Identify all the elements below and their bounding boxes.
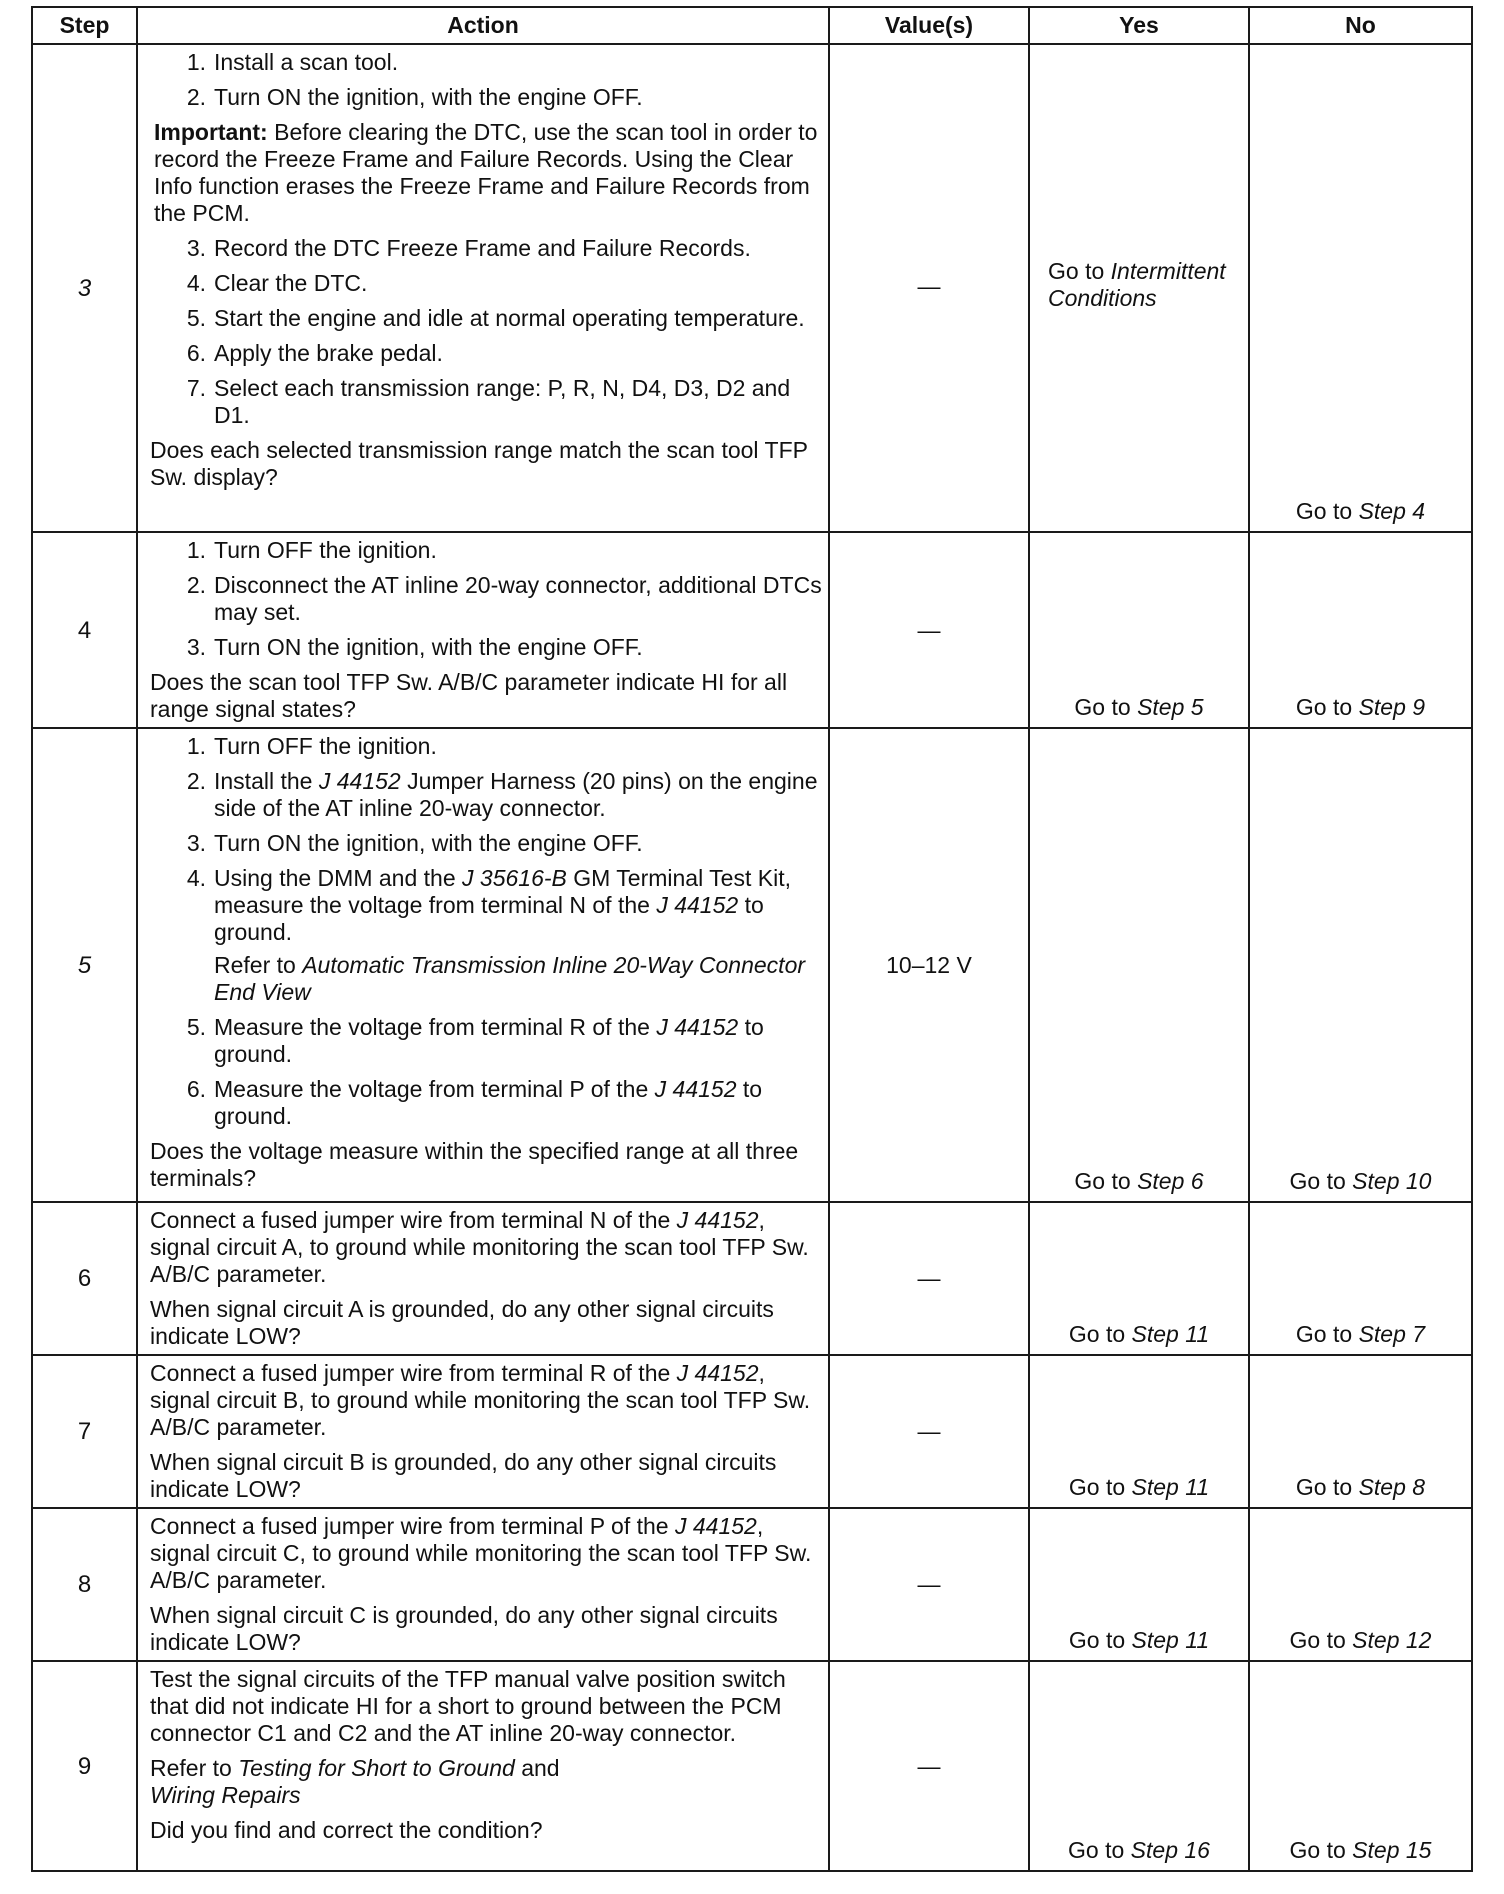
yes-reference: Step 16 (1130, 1837, 1210, 1863)
table-row (32, 532, 1472, 728)
no-cell: Go to Step 9 (1249, 532, 1472, 728)
step-number: 6 (32, 1202, 137, 1355)
value-cell: 10–12 V (829, 728, 1029, 1202)
yes-cell: Go to Intermittent Conditions (1029, 44, 1249, 532)
value-cell: — (829, 1355, 1029, 1508)
yes-reference: Step 11 (1131, 1321, 1210, 1347)
table-row (32, 728, 1472, 1202)
step-number: 5 (32, 728, 137, 1202)
table-row (32, 1661, 1472, 1871)
reference-link: Wiring Repairs (150, 1782, 301, 1808)
no-cell: Go to Step 15 (1249, 1661, 1472, 1871)
yes-reference: Step 11 (1131, 1474, 1210, 1500)
list-item: 1. Turn OFF the ignition. (186, 733, 437, 759)
header-values: Value(s) (829, 7, 1029, 44)
step-number: 3 (32, 44, 137, 532)
step-number: 7 (32, 1355, 137, 1508)
question: Did you find and correct the condition? (150, 1817, 543, 1843)
no-cell: Go to Step 12 (1249, 1508, 1472, 1661)
step-number: 4 (32, 532, 137, 728)
refer-note: Refer to Testing for Short to Ground and Wiring Repairs (150, 1755, 560, 1808)
no-reference: Step 9 (1358, 694, 1426, 720)
reference-link: Automatic Transmission Inline 20-Way Connector End View (214, 952, 806, 1005)
yes-cell: Go to Step 11 (1029, 1355, 1249, 1508)
list-item: 4. Using the DMM and the J 35616-B GM Terminal Test Kit, measure the voltage from terminal N of the J 44152 to ground. (186, 865, 791, 945)
question: When signal circuit A is grounded, do any other signal circuits indicate LOW? (150, 1296, 774, 1349)
value-cell: — (829, 532, 1029, 728)
action-cell (137, 44, 829, 532)
header-no: No (1249, 7, 1472, 44)
list-item: 6. Apply the brake pedal. (186, 340, 443, 366)
no-reference: Step 15 (1352, 1837, 1432, 1863)
list-item: 3. Turn ON the ignition, with the engine OFF. (186, 634, 643, 660)
list-item: 2. Disconnect the AT inline 20-way connector, additional DTCs may set. (186, 572, 822, 625)
list-item: 5. Measure the voltage from terminal R of the J 44152 to ground. (186, 1014, 764, 1067)
value-cell: — (829, 1508, 1029, 1661)
action-cell: Connect a fused jumper wire from terminal N of the J 44152, signal circuit A, to ground while monitoring the scan tool TFP Sw. A/B/C parameter. When signal circuit A is grounded, do any other signal circuits indicate LOW? (137, 1202, 829, 1355)
diagnostic-table (31, 6, 1473, 1872)
value-cell: — (829, 1202, 1029, 1355)
tool-reference: J 44152 (674, 1513, 757, 1539)
list-item: 1. Turn OFF the ignition. (186, 537, 437, 563)
yes-reference: Intermittent Conditions (1048, 258, 1226, 311)
value-cell: — (829, 44, 1029, 532)
header-row (32, 7, 1472, 44)
no-cell: Go to Step 7 (1249, 1202, 1472, 1355)
value-cell: — (829, 1661, 1029, 1871)
list-item: 7. Select each transmission range: P, R, N, D4, D3, D2 and D1. (186, 375, 791, 428)
no-cell: Go to Step 8 (1249, 1355, 1472, 1508)
header-step: Step (32, 7, 137, 44)
yes-cell: Go to Step 5 (1029, 532, 1249, 728)
tool-reference: J 35616-B (462, 865, 567, 891)
table-row (32, 1508, 1472, 1661)
list-item: 3. Turn ON the ignition, with the engine OFF. (186, 830, 643, 856)
no-reference: Step 12 (1352, 1627, 1432, 1653)
refer-note: Refer to Automatic Transmission Inline 20-Way Connector End View (214, 952, 806, 1005)
list-item: 2. Turn ON the ignition, with the engine OFF. (186, 84, 643, 110)
no-reference: Step 10 (1352, 1168, 1432, 1194)
list-item: 3. Record the DTC Freeze Frame and Failure Records. (186, 235, 751, 261)
list-item: 5. Start the engine and idle at normal operating temperature. (186, 305, 805, 331)
table-row (32, 1202, 1472, 1355)
tool-reference: J 44152 (654, 1076, 737, 1102)
list-item: 6. Measure the voltage from terminal P of the J 44152 to ground. (186, 1076, 763, 1129)
action-cell: Test the signal circuits of the TFP manual valve position switch that did not indicate HI for a short to ground between the PCM connector C1 and C2 and the AT inline 20-way connector. Refer to Testing for Short to Ground and Wiring Repairs Did you find and correct the condition? (137, 1661, 829, 1871)
yes-cell: Go to Step 11 (1029, 1508, 1249, 1661)
step-number: 8 (32, 1508, 137, 1661)
no-cell: Go to Step 10 (1249, 728, 1472, 1202)
action-cell: Connect a fused jumper wire from terminal R of the J 44152, signal circuit B, to ground while monitoring the scan tool TFP Sw. A/B/C parameter. When signal circuit B is grounded, do any other signal circuits indicate LOW? (137, 1355, 829, 1508)
tool-reference: J 44152 (676, 1360, 759, 1386)
reference-link: Testing for Short to Ground (238, 1755, 515, 1781)
important-note: Important: Before clearing the DTC, use the scan tool in order to record the Freeze Frame and Failure Records. Using the Clear Info function erases the Freeze Frame and Failure Records from the PCM. (154, 119, 818, 226)
question: Does the voltage measure within the specified range at all three terminals? (150, 1138, 799, 1191)
tool-reference: J 44152 (676, 1207, 759, 1233)
question: When signal circuit C is grounded, do any other signal circuits indicate LOW? (150, 1602, 778, 1655)
table-row (32, 1355, 1472, 1508)
yes-cell: Go to Step 6 (1029, 728, 1249, 1202)
action-cell (137, 532, 829, 728)
no-cell: Go to Step 4 (1249, 44, 1472, 532)
tool-reference: J 44152 (318, 768, 401, 794)
tool-reference: J 44152 (656, 1014, 739, 1040)
question: Does each selected transmission range match the scan tool TFP Sw. display? (150, 437, 808, 490)
tool-reference: J 44152 (656, 892, 739, 918)
action-cell: Connect a fused jumper wire from terminal P of the J 44152, signal circuit C, to ground while monitoring the scan tool TFP Sw. A/B/C parameter. When signal circuit C is grounded, do any other signal circuits indicate LOW? (137, 1508, 829, 1661)
question: Does the scan tool TFP Sw. A/B/C parameter indicate HI for all range signal states? (150, 669, 788, 722)
step-number: 9 (32, 1661, 137, 1871)
list-item: 2. Install the J 44152 Jumper Harness (20 pins) on the engine side of the AT inline 20-way connector. (186, 768, 818, 821)
question: When signal circuit B is grounded, do any other signal circuits indicate LOW? (150, 1449, 777, 1502)
action-cell (137, 728, 829, 1202)
list-item: 1. Install a scan tool. (186, 49, 399, 75)
yes-cell: Go to Step 16 (1029, 1661, 1249, 1871)
header-action: Action (137, 7, 829, 44)
header-yes: Yes (1029, 7, 1249, 44)
no-reference: Step 8 (1358, 1474, 1426, 1500)
no-reference: Step 7 (1358, 1321, 1426, 1347)
list-item: 4. Clear the DTC. (186, 270, 368, 296)
yes-reference: Step 6 (1137, 1168, 1204, 1194)
yes-reference: Step 5 (1137, 694, 1204, 720)
no-reference: Step 4 (1358, 498, 1426, 524)
yes-cell: Go to Step 11 (1029, 1202, 1249, 1355)
table-row (32, 44, 1472, 532)
yes-reference: Step 11 (1131, 1627, 1210, 1653)
